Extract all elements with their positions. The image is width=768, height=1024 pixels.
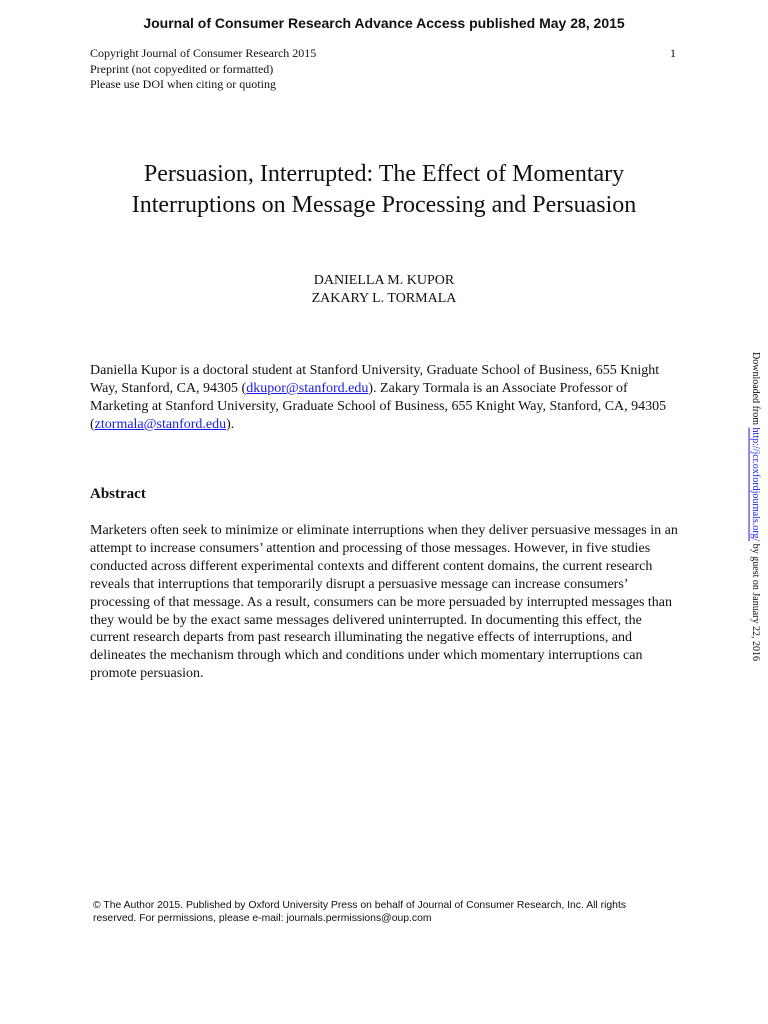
- journal-banner: Journal of Consumer Research Advance Access published May 28, 2015: [143, 15, 625, 31]
- page-number: 1: [670, 46, 676, 60]
- paper-title: [60, 159, 708, 221]
- preprint-notice: [90, 46, 316, 93]
- affiliation-text: ). Zakary Tormala is an Associate Professor of Marketing at Stanford University, Graduate School of Business, 655 Knight Way, Stanford, CA, 94305 (: [90, 381, 667, 432]
- preprint-line: Preprint (not copyedited or formatted): [90, 61, 274, 76]
- author-name: DANIELLA M. KUPOR: [313, 273, 455, 288]
- stamp-text: by guest on January 22, 2016: [750, 541, 761, 661]
- abstract-body: Marketers often seek to minimize or eliminate interruptions when they deliver persuasive messages in an attempt to increase consumers’ attention and processing of those messages. However, in five studies conducted across different experimental contexts and different content domains, the current research reveals that interruptions that temporarily disrupt a persuasive message can increase consumers’ processing of that message. As a result, consumers can be more persuaded by interrupted messages than they would be by the exact same messages delivered uninterrupted. In documenting this effect, the current research departs from past research illuminating the negative effects of interruptions, and delineates the mechanism through which and conditions under which momentary interruptions can promote persuasion.: [90, 523, 678, 682]
- preprint-line: Copyright Journal of Consumer Research 2015: [90, 46, 317, 60]
- stamp-url-link[interactable]: http://jcr.oxfordjournals.org/: [750, 427, 761, 542]
- stamp-text: Downloaded from: [750, 352, 761, 428]
- download-stamp: [750, 352, 761, 661]
- author-affiliation: [90, 362, 680, 434]
- email-link-kupor[interactable]: dkupor@stanford.edu: [246, 381, 369, 396]
- affiliation-text: ).: [226, 417, 235, 432]
- preprint-line: Please use DOI when citing or quoting: [90, 77, 276, 91]
- affiliation-text: Daniella Kupor is a doctoral student at Stanford University, Graduate School of Business, 655 Knight Way, Stanford, CA, 94305 (: [90, 363, 660, 396]
- copyright-line: reserved. For permissions, please e-mail: journals.permissions@oup.com: [93, 913, 432, 924]
- abstract-heading: Abstract: [90, 486, 146, 502]
- copyright-notice: [93, 899, 633, 925]
- author-name: ZAKARY L. TORMALA: [311, 291, 457, 306]
- copyright-line: © The Author 2015. Published by Oxford University Press on behalf of Journal of Consumer Research, Inc. All rights: [93, 900, 627, 911]
- author-list: [0, 272, 768, 308]
- title-line: Interruptions on Message Processing and Persuasion: [131, 192, 637, 218]
- title-line: Persuasion, Interrupted: The Effect of Momentary: [143, 161, 625, 187]
- email-link-tormala[interactable]: ztormala@stanford.edu: [94, 417, 227, 432]
